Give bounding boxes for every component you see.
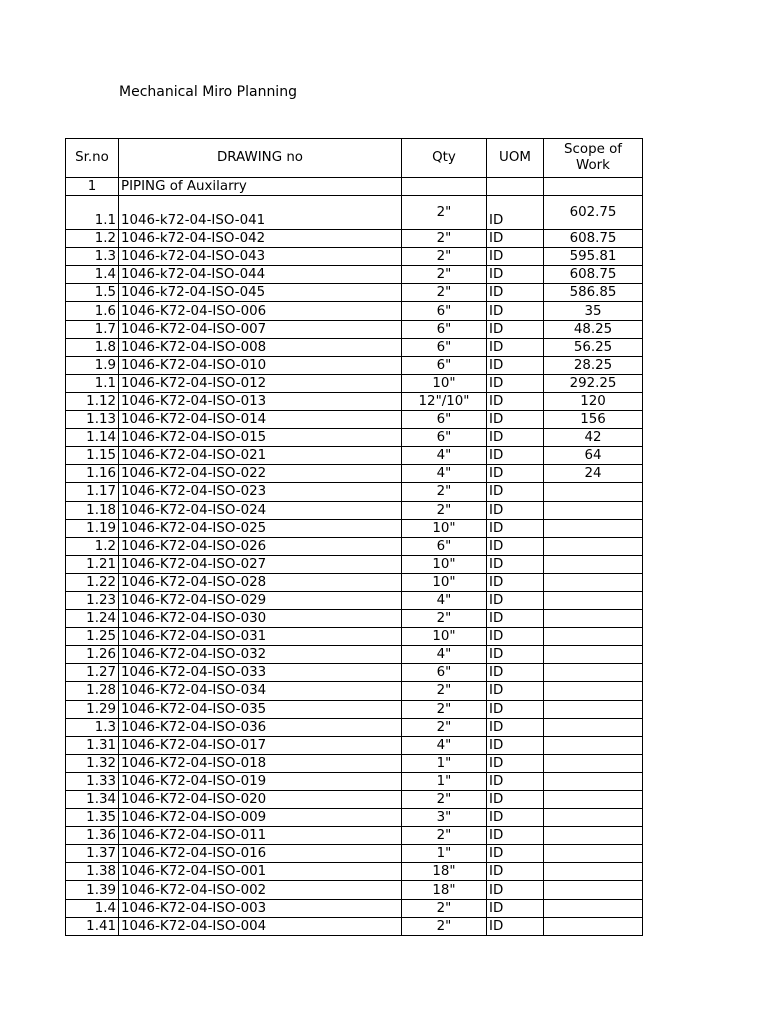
table-row bbox=[66, 881, 643, 899]
cell-qty: 10" bbox=[402, 519, 487, 537]
cell-scope-of-work: 595.81 bbox=[544, 248, 643, 266]
cell-uom: ID bbox=[487, 754, 544, 772]
table-row bbox=[66, 845, 643, 863]
table-row bbox=[66, 411, 643, 429]
cell-drawing-no: 1046-K72-04-ISO-007 bbox=[119, 320, 402, 338]
table-row bbox=[66, 573, 643, 591]
cell-drawing-no: 1046-K72-04-ISO-004 bbox=[119, 917, 402, 935]
cell-drawing-no: 1046-k72-04-ISO-045 bbox=[119, 284, 402, 302]
cell-qty: 2" bbox=[402, 718, 487, 736]
cell-uom: ID bbox=[487, 374, 544, 392]
cell-scope-of-work: 28.25 bbox=[544, 356, 643, 374]
table-row bbox=[66, 628, 643, 646]
cell-scope-of-work bbox=[544, 845, 643, 863]
cell-srno: 1.21 bbox=[66, 555, 119, 573]
cell-scope-of-work: 24 bbox=[544, 465, 643, 483]
cell-uom: ID bbox=[487, 411, 544, 429]
cell-scope-of-work: 156 bbox=[544, 411, 643, 429]
cell-srno: 1.4 bbox=[66, 899, 119, 917]
cell-qty: 10" bbox=[402, 628, 487, 646]
cell-scope-of-work bbox=[544, 791, 643, 809]
cell-srno: 1.2 bbox=[66, 537, 119, 555]
cell-uom: ID bbox=[487, 646, 544, 664]
cell-qty: 6" bbox=[402, 664, 487, 682]
cell-srno: 1.38 bbox=[66, 863, 119, 881]
cell-uom: ID bbox=[487, 230, 544, 248]
cell-uom: ID bbox=[487, 248, 544, 266]
cell-srno: 1.39 bbox=[66, 881, 119, 899]
cell-uom: ID bbox=[487, 736, 544, 754]
cell-qty: 18" bbox=[402, 863, 487, 881]
cell-srno: 1.3 bbox=[66, 718, 119, 736]
cell-drawing-no: 1046-K72-04-ISO-013 bbox=[119, 392, 402, 410]
cell-uom: ID bbox=[487, 320, 544, 338]
cell-qty: 6" bbox=[402, 320, 487, 338]
table-row bbox=[66, 465, 643, 483]
table-row bbox=[66, 610, 643, 628]
table-row bbox=[66, 917, 643, 935]
cell-drawing-no: 1046-K72-04-ISO-016 bbox=[119, 845, 402, 863]
group-scope-cell bbox=[544, 178, 643, 196]
cell-scope-of-work bbox=[544, 610, 643, 628]
cell-drawing-no: 1046-K72-04-ISO-033 bbox=[119, 664, 402, 682]
cell-uom: ID bbox=[487, 465, 544, 483]
table-row bbox=[66, 809, 643, 827]
cell-drawing-no: 1046-K72-04-ISO-034 bbox=[119, 682, 402, 700]
group-row bbox=[66, 178, 643, 196]
cell-scope-of-work: 42 bbox=[544, 429, 643, 447]
cell-qty: 18" bbox=[402, 881, 487, 899]
cell-srno: 1.26 bbox=[66, 646, 119, 664]
cell-srno: 1.33 bbox=[66, 772, 119, 790]
cell-qty: 2" bbox=[402, 483, 487, 501]
cell-srno: 1.18 bbox=[66, 501, 119, 519]
page-title: Mechanical Miro Planning bbox=[119, 84, 297, 100]
cell-drawing-no: 1046-K72-04-ISO-027 bbox=[119, 555, 402, 573]
cell-qty: 10" bbox=[402, 573, 487, 591]
cell-qty: 2" bbox=[402, 682, 487, 700]
cell-drawing-no: 1046-K72-04-ISO-001 bbox=[119, 863, 402, 881]
cell-qty: 1" bbox=[402, 754, 487, 772]
cell-srno: 1.41 bbox=[66, 917, 119, 935]
cell-drawing-no: 1046-k72-04-ISO-044 bbox=[119, 266, 402, 284]
cell-qty: 3" bbox=[402, 809, 487, 827]
cell-srno: 1.35 bbox=[66, 809, 119, 827]
cell-uom: ID bbox=[487, 537, 544, 555]
cell-drawing-no: 1046-K72-04-ISO-015 bbox=[119, 429, 402, 447]
table-row bbox=[66, 501, 643, 519]
cell-scope-of-work bbox=[544, 628, 643, 646]
cell-scope-of-work: 35 bbox=[544, 302, 643, 320]
table-header-row bbox=[66, 139, 643, 178]
cell-scope-of-work bbox=[544, 519, 643, 537]
table-row bbox=[66, 374, 643, 392]
cell-scope-of-work bbox=[544, 555, 643, 573]
table-body bbox=[66, 178, 643, 936]
table-row bbox=[66, 284, 643, 302]
cell-scope-of-work: 292.25 bbox=[544, 374, 643, 392]
table-row bbox=[66, 537, 643, 555]
table-row bbox=[66, 772, 643, 790]
cell-srno: 1.16 bbox=[66, 465, 119, 483]
cell-scope-of-work: 586.85 bbox=[544, 284, 643, 302]
cell-srno: 1.14 bbox=[66, 429, 119, 447]
cell-srno: 1.27 bbox=[66, 664, 119, 682]
cell-scope-of-work bbox=[544, 591, 643, 609]
cell-uom: ID bbox=[487, 573, 544, 591]
cell-uom: ID bbox=[487, 392, 544, 410]
cell-uom: ID bbox=[487, 196, 544, 230]
cell-qty: 1" bbox=[402, 845, 487, 863]
table-row bbox=[66, 700, 643, 718]
cell-scope-of-work bbox=[544, 537, 643, 555]
cell-qty: 2" bbox=[402, 284, 487, 302]
cell-scope-of-work bbox=[544, 809, 643, 827]
cell-drawing-no: 1046-K72-04-ISO-018 bbox=[119, 754, 402, 772]
cell-drawing-no: 1046-K72-04-ISO-014 bbox=[119, 411, 402, 429]
cell-uom: ID bbox=[487, 827, 544, 845]
header-drawing-no: DRAWING no bbox=[119, 139, 402, 178]
cell-uom: ID bbox=[487, 772, 544, 790]
cell-scope-of-work bbox=[544, 718, 643, 736]
cell-srno: 1.13 bbox=[66, 411, 119, 429]
cell-scope-of-work: 608.75 bbox=[544, 266, 643, 284]
cell-srno: 1.37 bbox=[66, 845, 119, 863]
cell-qty: 2" bbox=[402, 700, 487, 718]
cell-scope-of-work bbox=[544, 863, 643, 881]
cell-srno: 1.6 bbox=[66, 302, 119, 320]
table-row bbox=[66, 447, 643, 465]
cell-uom: ID bbox=[487, 501, 544, 519]
cell-uom: ID bbox=[487, 591, 544, 609]
cell-drawing-no: 1046-K72-04-ISO-017 bbox=[119, 736, 402, 754]
cell-scope-of-work: 120 bbox=[544, 392, 643, 410]
cell-drawing-no: 1046-K72-04-ISO-032 bbox=[119, 646, 402, 664]
cell-uom: ID bbox=[487, 682, 544, 700]
cell-srno: 1.8 bbox=[66, 338, 119, 356]
cell-uom: ID bbox=[487, 356, 544, 374]
table-row bbox=[66, 863, 643, 881]
cell-qty: 4" bbox=[402, 736, 487, 754]
table-row bbox=[66, 899, 643, 917]
cell-srno: 1.31 bbox=[66, 736, 119, 754]
cell-uom: ID bbox=[487, 429, 544, 447]
table-row bbox=[66, 791, 643, 809]
cell-qty: 2" bbox=[402, 501, 487, 519]
header-srno: Sr.no bbox=[66, 139, 119, 178]
cell-uom: ID bbox=[487, 284, 544, 302]
cell-srno: 1.23 bbox=[66, 591, 119, 609]
cell-uom: ID bbox=[487, 338, 544, 356]
cell-scope-of-work bbox=[544, 917, 643, 935]
cell-uom: ID bbox=[487, 555, 544, 573]
cell-uom: ID bbox=[487, 483, 544, 501]
cell-srno: 1.3 bbox=[66, 248, 119, 266]
cell-srno: 1.9 bbox=[66, 356, 119, 374]
cell-qty: 4" bbox=[402, 465, 487, 483]
cell-drawing-no: 1046-K72-04-ISO-009 bbox=[119, 809, 402, 827]
cell-uom: ID bbox=[487, 628, 544, 646]
cell-qty: 2" bbox=[402, 230, 487, 248]
cell-scope-of-work bbox=[544, 573, 643, 591]
cell-srno: 1.7 bbox=[66, 320, 119, 338]
cell-srno: 1.15 bbox=[66, 447, 119, 465]
group-qty-cell bbox=[402, 178, 487, 196]
cell-drawing-no: 1046-K72-04-ISO-031 bbox=[119, 628, 402, 646]
cell-qty: 6" bbox=[402, 411, 487, 429]
cell-scope-of-work bbox=[544, 899, 643, 917]
cell-qty: 10" bbox=[402, 555, 487, 573]
table-row bbox=[66, 356, 643, 374]
cell-uom: ID bbox=[487, 845, 544, 863]
table-row bbox=[66, 266, 643, 284]
cell-drawing-no: 1046-K72-04-ISO-022 bbox=[119, 465, 402, 483]
cell-scope-of-work: 608.75 bbox=[544, 230, 643, 248]
table-row bbox=[66, 664, 643, 682]
cell-drawing-no: 1046-k72-04-ISO-041 bbox=[119, 196, 402, 230]
cell-scope-of-work bbox=[544, 646, 643, 664]
table-row bbox=[66, 519, 643, 537]
table-row bbox=[66, 429, 643, 447]
table-row bbox=[66, 196, 643, 230]
cell-drawing-no: 1046-K72-04-ISO-010 bbox=[119, 356, 402, 374]
cell-srno: 1.5 bbox=[66, 284, 119, 302]
group-srno: 1 bbox=[66, 178, 119, 196]
cell-uom: ID bbox=[487, 863, 544, 881]
cell-scope-of-work bbox=[544, 682, 643, 700]
table-row bbox=[66, 555, 643, 573]
cell-qty: 6" bbox=[402, 302, 487, 320]
cell-qty: 1" bbox=[402, 772, 487, 790]
cell-srno: 1.34 bbox=[66, 791, 119, 809]
cell-drawing-no: 1046-K72-04-ISO-036 bbox=[119, 718, 402, 736]
cell-drawing-no: 1046-K72-04-ISO-002 bbox=[119, 881, 402, 899]
cell-srno: 1.4 bbox=[66, 266, 119, 284]
table-row bbox=[66, 827, 643, 845]
cell-qty: 2" bbox=[402, 266, 487, 284]
cell-qty: 4" bbox=[402, 591, 487, 609]
cell-drawing-no: 1046-K72-04-ISO-035 bbox=[119, 700, 402, 718]
cell-uom: ID bbox=[487, 899, 544, 917]
cell-srno: 1.24 bbox=[66, 610, 119, 628]
cell-uom: ID bbox=[487, 700, 544, 718]
cell-drawing-no: 1046-K72-04-ISO-021 bbox=[119, 447, 402, 465]
table-row bbox=[66, 302, 643, 320]
cell-qty: 6" bbox=[402, 338, 487, 356]
cell-scope-of-work bbox=[544, 736, 643, 754]
cell-srno: 1.2 bbox=[66, 230, 119, 248]
cell-drawing-no: 1046-K72-04-ISO-020 bbox=[119, 791, 402, 809]
cell-srno: 1.1 bbox=[66, 196, 119, 230]
cell-qty: 4" bbox=[402, 646, 487, 664]
cell-uom: ID bbox=[487, 447, 544, 465]
cell-drawing-no: 1046-K72-04-ISO-012 bbox=[119, 374, 402, 392]
table-row bbox=[66, 754, 643, 772]
cell-srno: 1.22 bbox=[66, 573, 119, 591]
cell-qty: 10" bbox=[402, 374, 487, 392]
cell-scope-of-work: 56.25 bbox=[544, 338, 643, 356]
table-row bbox=[66, 392, 643, 410]
cell-qty: 6" bbox=[402, 356, 487, 374]
cell-drawing-no: 1046-K72-04-ISO-029 bbox=[119, 591, 402, 609]
cell-uom: ID bbox=[487, 302, 544, 320]
cell-qty: 6" bbox=[402, 429, 487, 447]
cell-scope-of-work bbox=[544, 483, 643, 501]
cell-srno: 1.25 bbox=[66, 628, 119, 646]
cell-drawing-no: 1046-k72-04-ISO-042 bbox=[119, 230, 402, 248]
cell-scope-of-work bbox=[544, 501, 643, 519]
cell-uom: ID bbox=[487, 266, 544, 284]
cell-scope-of-work bbox=[544, 772, 643, 790]
cell-scope-of-work bbox=[544, 827, 643, 845]
cell-drawing-no: 1046-K72-04-ISO-023 bbox=[119, 483, 402, 501]
cell-scope-of-work bbox=[544, 881, 643, 899]
cell-scope-of-work: 48.25 bbox=[544, 320, 643, 338]
cell-uom: ID bbox=[487, 881, 544, 899]
cell-drawing-no: 1046-K72-04-ISO-030 bbox=[119, 610, 402, 628]
cell-qty: 2" bbox=[402, 248, 487, 266]
cell-srno: 1.36 bbox=[66, 827, 119, 845]
cell-drawing-no: 1046-K72-04-ISO-003 bbox=[119, 899, 402, 917]
table-row bbox=[66, 718, 643, 736]
cell-drawing-no: 1046-K72-04-ISO-011 bbox=[119, 827, 402, 845]
cell-drawing-no: 1046-k72-04-ISO-043 bbox=[119, 248, 402, 266]
cell-scope-of-work bbox=[544, 754, 643, 772]
cell-drawing-no: 1046-K72-04-ISO-025 bbox=[119, 519, 402, 537]
table-row bbox=[66, 483, 643, 501]
cell-qty: 2" bbox=[402, 899, 487, 917]
cell-srno: 1.1 bbox=[66, 374, 119, 392]
table-row bbox=[66, 646, 643, 664]
planning-table bbox=[65, 138, 643, 936]
cell-uom: ID bbox=[487, 917, 544, 935]
group-label: PIPING of Auxilarry bbox=[119, 178, 402, 196]
cell-uom: ID bbox=[487, 519, 544, 537]
header-scope-of-work: Scope of Work bbox=[544, 139, 643, 178]
cell-srno: 1.29 bbox=[66, 700, 119, 718]
cell-drawing-no: 1046-K72-04-ISO-006 bbox=[119, 302, 402, 320]
header-qty: Qty bbox=[402, 139, 487, 178]
table-row bbox=[66, 736, 643, 754]
table-row bbox=[66, 591, 643, 609]
table-row bbox=[66, 248, 643, 266]
cell-uom: ID bbox=[487, 791, 544, 809]
cell-srno: 1.17 bbox=[66, 483, 119, 501]
cell-qty: 12"/10" bbox=[402, 392, 487, 410]
cell-drawing-no: 1046-K72-04-ISO-019 bbox=[119, 772, 402, 790]
cell-scope-of-work bbox=[544, 664, 643, 682]
cell-uom: ID bbox=[487, 718, 544, 736]
cell-uom: ID bbox=[487, 809, 544, 827]
cell-uom: ID bbox=[487, 664, 544, 682]
table-row bbox=[66, 338, 643, 356]
cell-srno: 1.12 bbox=[66, 392, 119, 410]
cell-srno: 1.32 bbox=[66, 754, 119, 772]
cell-drawing-no: 1046-K72-04-ISO-028 bbox=[119, 573, 402, 591]
cell-qty: 2" bbox=[402, 610, 487, 628]
cell-qty: 2" bbox=[402, 917, 487, 935]
cell-scope-of-work bbox=[544, 700, 643, 718]
table-row bbox=[66, 230, 643, 248]
cell-scope-of-work: 64 bbox=[544, 447, 643, 465]
cell-qty: 2" bbox=[402, 827, 487, 845]
cell-qty: 6" bbox=[402, 537, 487, 555]
cell-qty: 2" bbox=[402, 791, 487, 809]
cell-drawing-no: 1046-K72-04-ISO-026 bbox=[119, 537, 402, 555]
cell-qty: 2" bbox=[402, 196, 487, 230]
cell-scope-of-work: 602.75 bbox=[544, 196, 643, 230]
cell-drawing-no: 1046-K72-04-ISO-024 bbox=[119, 501, 402, 519]
group-uom-cell bbox=[487, 178, 544, 196]
cell-srno: 1.19 bbox=[66, 519, 119, 537]
table-row bbox=[66, 320, 643, 338]
cell-drawing-no: 1046-K72-04-ISO-008 bbox=[119, 338, 402, 356]
cell-qty: 4" bbox=[402, 447, 487, 465]
cell-srno: 1.28 bbox=[66, 682, 119, 700]
table-row bbox=[66, 682, 643, 700]
header-uom: UOM bbox=[487, 139, 544, 178]
cell-uom: ID bbox=[487, 610, 544, 628]
